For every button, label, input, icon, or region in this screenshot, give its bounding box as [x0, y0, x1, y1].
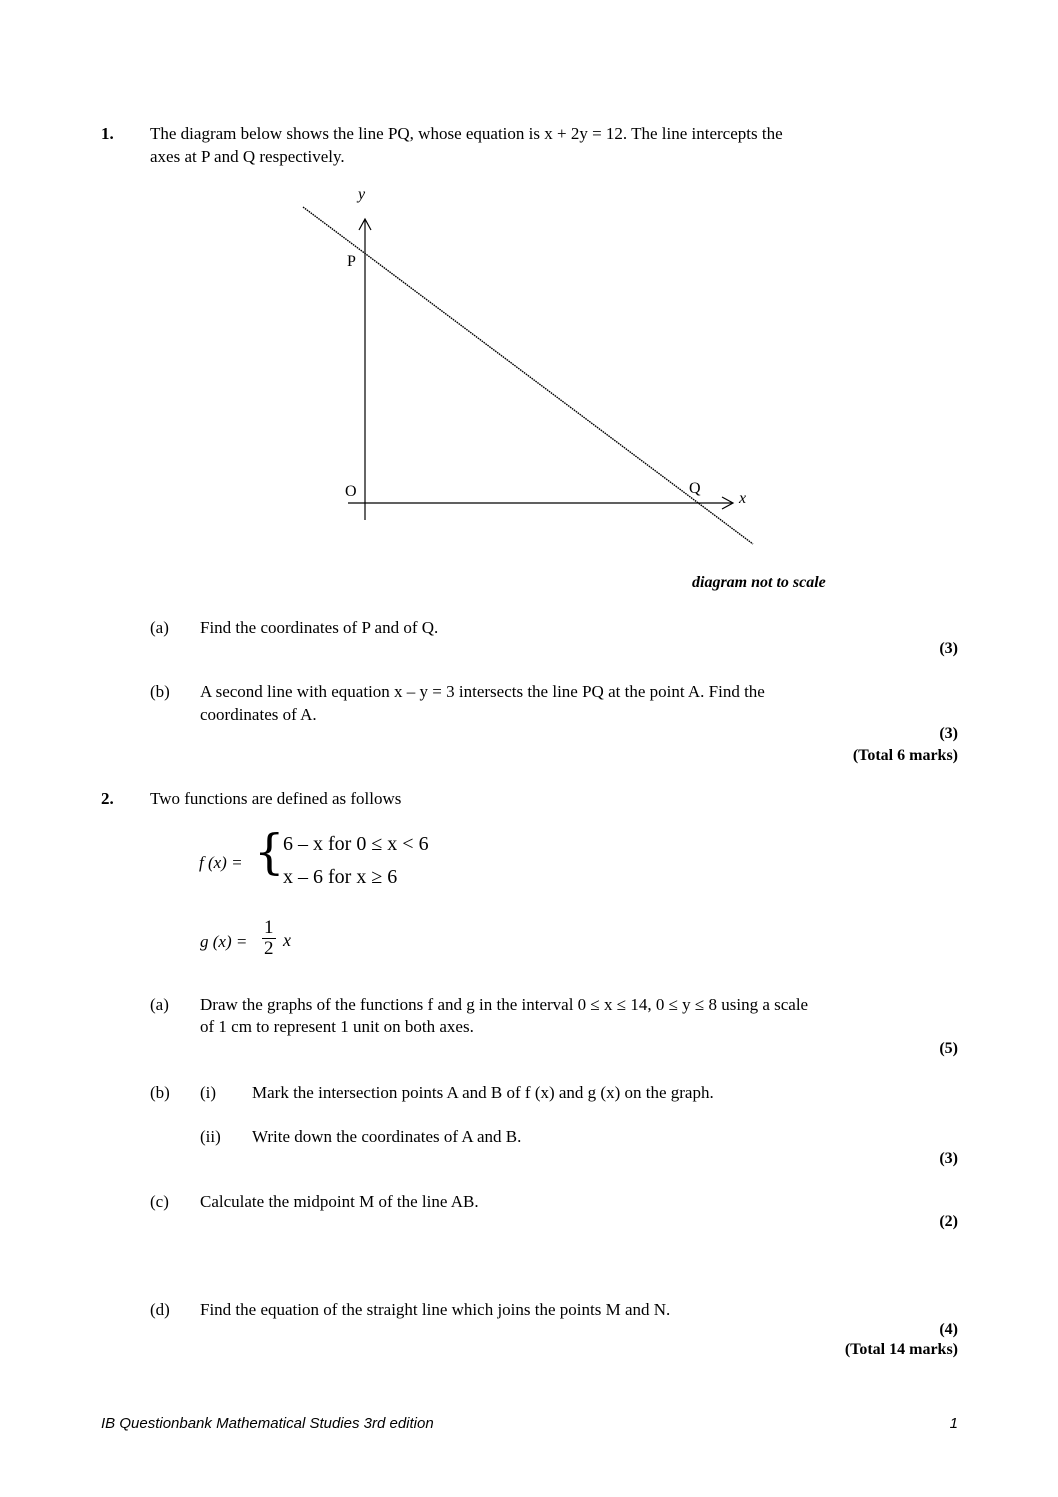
question-2d-label: (d) — [150, 1300, 170, 1319]
question-1-intro-line-1: The diagram below shows the line PQ, whose equation is x + 2y = 12. The line intercepts the — [150, 124, 783, 143]
question-2a-label: (a) — [150, 995, 169, 1014]
question-1-number: 1. — [101, 124, 114, 143]
point-p-label: P — [347, 253, 356, 270]
question-1b-text-line-1: A second line with equation x – y = 3 intersects the line PQ at the point A. Find the — [200, 682, 765, 701]
question-1b-text-line-2: coordinates of A. — [200, 705, 317, 724]
question-2a-text-line-1: Draw the graphs of the functions f and g in the interval 0 ≤ x ≤ 14, 0 ≤ y ≤ 8 using a scale — [200, 995, 809, 1014]
g-lhs: g (x) = — [200, 932, 248, 951]
question-2-total: (Total 14 marks) — [844, 1341, 958, 1358]
question-2b-ii-text: Write down the coordinates of A and B. — [252, 1127, 522, 1146]
question-2d-text: Find the equation of the straight line which joins the points M and N. — [200, 1300, 671, 1319]
question-1b-label: (b) — [150, 682, 170, 701]
question-2b-i-text: Mark the intersection points A and B of f (x) and g (x) on the graph. — [252, 1083, 714, 1102]
footer-source: IB Questionbank Mathematical Studies 3rd edition — [101, 1415, 434, 1432]
diagram-caption: diagram not to scale — [692, 574, 826, 591]
question-1b-marks: (3) — [939, 725, 958, 742]
origin-o-label: O — [345, 483, 357, 500]
piecewise-brace: { — [254, 824, 285, 880]
line-pq-diagram — [0, 0, 1058, 600]
point-q-label: Q — [689, 480, 701, 497]
question-1a-label: (a) — [150, 618, 169, 637]
question-2d-marks: (4) — [939, 1321, 958, 1338]
question-1-total: (Total 6 marks) — [852, 747, 958, 764]
g-fraction — [262, 918, 276, 959]
g-variable: x — [283, 930, 291, 950]
footer-page-number: 1 — [949, 1415, 958, 1432]
question-2-number: 2. — [101, 789, 114, 808]
question-2a-text-line-2: of 1 cm to represent 1 unit on both axes. — [200, 1017, 474, 1036]
question-1a-marks: (3) — [939, 640, 958, 657]
question-1a-text: Find the coordinates of P and of Q. — [200, 618, 439, 637]
question-2b-ii-label: (ii) — [200, 1127, 221, 1146]
question-2-intro: Two functions are defined as follows — [150, 789, 402, 808]
g-fraction-denominator: 2 — [264, 937, 274, 959]
f-lhs: f (x) = — [199, 853, 243, 872]
x-axis-label: x — [739, 490, 747, 507]
question-2b-i-label: (i) — [200, 1083, 217, 1102]
question-1-intro-line-2: axes at P and Q respectively. — [150, 147, 345, 166]
question-2b-marks: (3) — [939, 1150, 958, 1167]
question-2c-marks: (2) — [939, 1213, 958, 1230]
question-2a-marks: (5) — [939, 1040, 958, 1057]
f-case-1: 6 – x for 0 ≤ x < 6 — [283, 833, 429, 855]
question-2b-label: (b) — [150, 1083, 170, 1102]
f-case-2: x – 6 for x ≥ 6 — [283, 866, 398, 888]
y-axis-label: y — [358, 186, 366, 203]
question-2c-text: Calculate the midpoint M of the line AB. — [200, 1192, 479, 1211]
line-pq — [303, 207, 753, 544]
g-fraction-numerator: 1 — [264, 917, 274, 938]
question-2c-label: (c) — [150, 1192, 169, 1211]
